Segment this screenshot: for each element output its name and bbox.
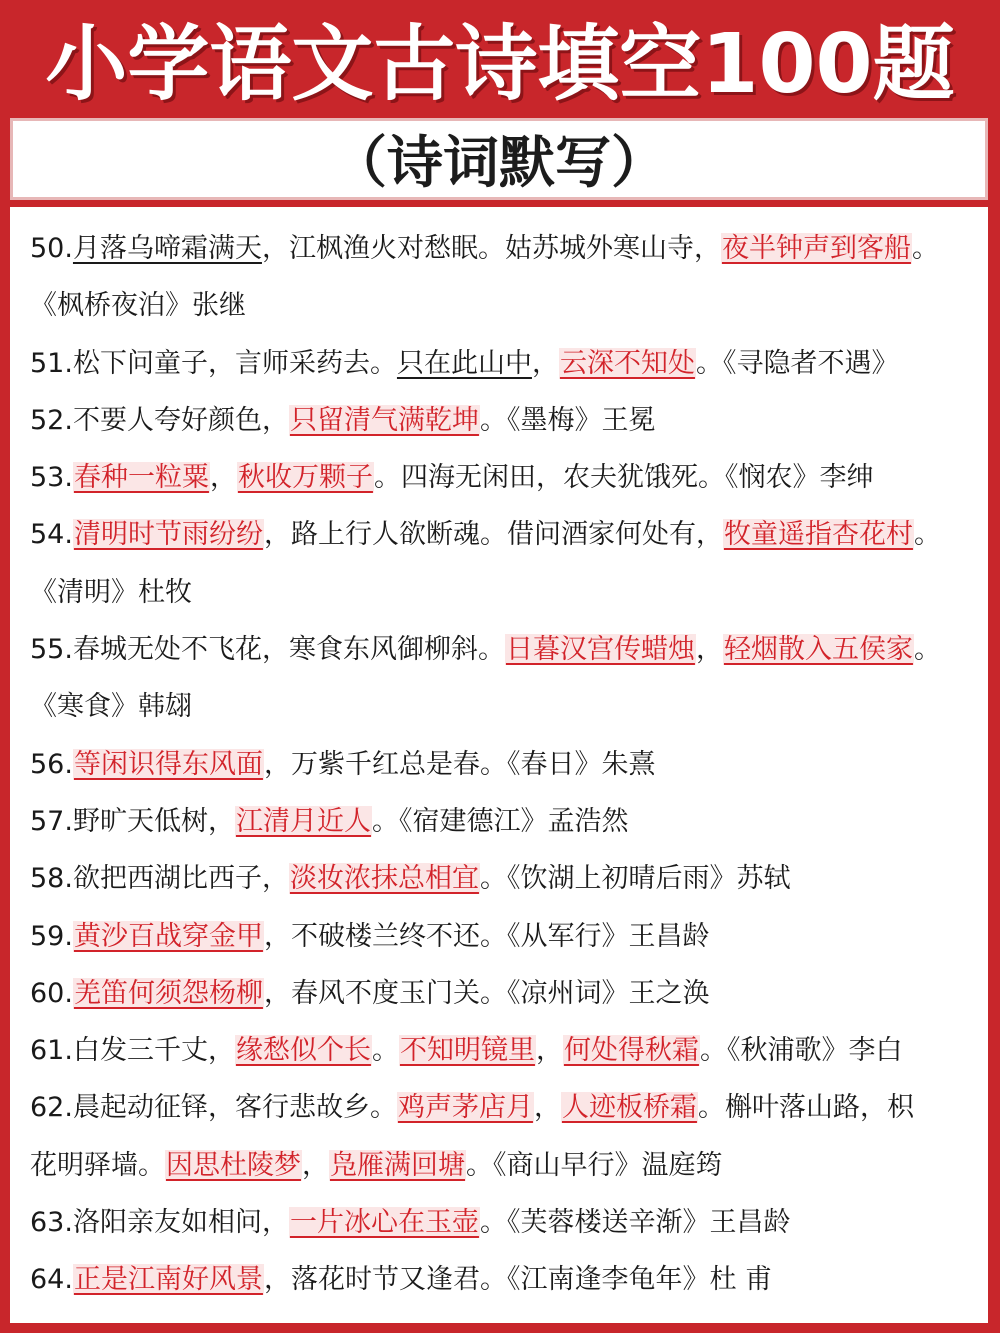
line-text: 。 <box>371 1035 399 1067</box>
poem-line <box>30 506 988 563</box>
answer-text: 只留清气满乾坤 <box>289 404 479 436</box>
answer-text: 淡妆浓抹总相宜 <box>289 863 479 895</box>
answer-text: 云深不知处 <box>559 347 695 379</box>
poem-list <box>10 207 988 1323</box>
line-text: ， <box>302 1149 329 1181</box>
poem-line <box>30 564 988 621</box>
line-text: ，万紫千红总是春。《春日》朱熹 <box>263 748 656 780</box>
line-text: 59. <box>30 920 73 952</box>
answer-text: 人迹板桥霜 <box>561 1092 697 1124</box>
line-text: 。《饮湖上初晴后雨》苏轼 <box>479 863 791 895</box>
subtitle-box <box>10 118 988 200</box>
poem-line <box>30 850 988 907</box>
line-text: 51.松下问童子，言师采药去。 <box>30 347 397 379</box>
answer-text: 夜半钟声到客船 <box>721 233 911 264</box>
poem-line <box>30 908 988 965</box>
answer-text: 凫雁满回塘 <box>330 1149 465 1181</box>
underlined-text: 月落乌啼霜满天 <box>72 233 262 264</box>
line-text: 60. <box>30 977 73 1009</box>
poem-line <box>30 965 988 1022</box>
underlined-text: 只在此山中 <box>396 347 532 379</box>
answer-text: 江清月近人 <box>235 805 371 837</box>
line-text: 62.晨起动征铎，客行悲故乡。 <box>30 1092 397 1124</box>
line-text: ， <box>533 1092 561 1124</box>
line-text: ， <box>531 347 559 379</box>
poem-line <box>30 793 988 850</box>
line-text: 61.白发三千丈， <box>30 1035 235 1067</box>
line-text: 《枫桥夜泊》张继 <box>30 290 246 322</box>
poem-line <box>30 335 988 392</box>
line-text: ，江枫渔火对愁眠。姑苏城外寒山寺， <box>261 233 721 264</box>
answer-text: 牧童遥指杏花村 <box>723 519 913 551</box>
line-text: ，路上行人欲断魂。借问酒家何处有， <box>263 519 723 551</box>
poem-line <box>30 1022 988 1079</box>
answer-text: 鸡声茅店月 <box>397 1092 533 1124</box>
answer-text: 因思杜陵梦 <box>166 1149 301 1181</box>
page-subtitle: （诗词默写） <box>331 130 667 196</box>
line-text: ，落花时节又逢君。《江南逢李龟年》杜 甫 <box>263 1264 773 1296</box>
answer-text: 轻烟散入五侯家 <box>723 634 913 666</box>
line-text: 。 <box>913 634 941 666</box>
line-text: 。《宿建德江》孟浩然 <box>371 805 629 837</box>
poem-line <box>30 1194 988 1251</box>
line-text: 。《寻隐者不遇》 <box>695 347 899 379</box>
answer-text: 秋收万颗子 <box>237 462 373 494</box>
line-text: 。槲叶落山路，枳 <box>697 1092 914 1124</box>
line-text: 56. <box>30 748 73 780</box>
poem-line <box>30 1251 988 1308</box>
line-text: 55.春城无处不飞花，寒食东风御柳斜。 <box>30 634 505 666</box>
poem-line <box>30 449 988 506</box>
line-text: 53. <box>30 462 73 494</box>
answer-text: 春种一粒粟 <box>73 462 209 494</box>
line-text: 。《芙蓉楼送辛渐》王昌龄 <box>479 1207 791 1239</box>
poem-line <box>30 1137 988 1194</box>
answer-text: 等闲识得东风面 <box>73 748 263 780</box>
line-text: 57.野旷天低树， <box>30 805 235 837</box>
line-text: 花明驿墙。 <box>30 1149 165 1181</box>
line-text: 。《秋浦歌》李白 <box>699 1035 903 1067</box>
answer-text: 羌笛何须怨杨柳 <box>73 977 263 1009</box>
answer-text: 一片冰心在玉壶 <box>289 1207 479 1239</box>
line-text: ， <box>695 634 723 666</box>
line-text: 52.不要人夸好颜色， <box>30 404 289 436</box>
line-text: 63.洛阳亲友如相问， <box>30 1207 289 1239</box>
answer-text: 不知明镜里 <box>399 1035 535 1067</box>
line-text: ， <box>535 1035 563 1067</box>
poem-line <box>30 678 988 735</box>
answer-text: 何处得秋霜 <box>563 1035 699 1067</box>
line-text: ， <box>209 462 237 494</box>
poem-line <box>30 220 988 277</box>
line-text: 。四海无闲田，农夫犹饿死。《悯农》李绅 <box>373 462 874 494</box>
answer-text: 正是江南好风景 <box>73 1264 263 1296</box>
answer-text: 日暮汉宫传蜡烛 <box>505 634 695 666</box>
line-text: 。《商山早行》温庭筠 <box>466 1149 723 1181</box>
poem-line <box>30 736 988 793</box>
line-text: 58.欲把西湖比西子， <box>30 863 289 895</box>
page-title: 小学语文古诗填空100题 <box>45 17 955 112</box>
line-text: ，不破楼兰终不还。《从军行》王昌龄 <box>263 920 710 952</box>
answer-text: 缘愁似个长 <box>235 1035 371 1067</box>
line-text: 《清明》杜牧 <box>30 576 192 608</box>
line-text: 。《墨梅》王冕 <box>479 404 656 436</box>
line-text: 50. <box>30 233 73 264</box>
line-text: 54. <box>30 519 73 551</box>
answer-text: 清明时节雨纷纷 <box>73 519 263 551</box>
line-text: ，春风不度玉门关。《凉州词》王之涣 <box>263 977 710 1009</box>
poem-line <box>30 277 988 334</box>
answer-text: 黄沙百战穿金甲 <box>73 920 263 952</box>
poem-line <box>30 392 988 449</box>
line-text: 。 <box>911 233 939 264</box>
line-text: 。 <box>913 519 941 551</box>
poem-line <box>30 1079 988 1136</box>
line-text: 64. <box>30 1264 73 1296</box>
poem-line <box>30 621 988 678</box>
line-text: 《寒食》韩翃 <box>30 691 192 723</box>
